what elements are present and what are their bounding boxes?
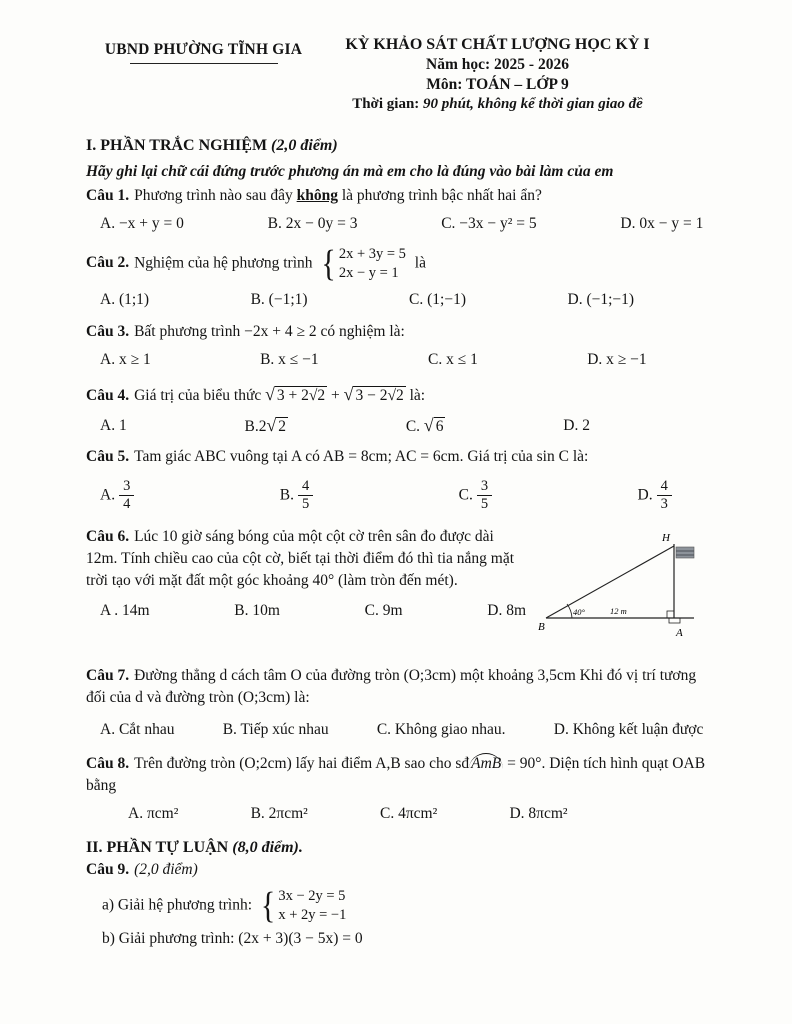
q9-part-b xyxy=(86,930,716,948)
q3-option-a: A. x ≥ 1 xyxy=(100,350,151,368)
sqrt-sign-glyph: √ xyxy=(265,383,275,404)
q8-label: Câu 8. xyxy=(86,754,130,772)
q1-text-emph: không xyxy=(296,187,338,204)
question-3 xyxy=(86,321,716,343)
q6-label: Câu 6. xyxy=(86,527,130,545)
q4-option-c-radical xyxy=(424,415,446,436)
q8-options xyxy=(114,805,568,823)
q7-option-d: D. Không kết luận được xyxy=(553,720,704,738)
left-brace-glyph: { xyxy=(321,242,336,284)
q4-options xyxy=(86,415,590,436)
q9-equation-2: x + 2y = −1 xyxy=(278,906,347,923)
q5-option-a xyxy=(100,478,134,514)
q5-option-d xyxy=(638,478,672,514)
section1-points: (2,0 điểm) xyxy=(271,137,338,154)
q5-options xyxy=(86,478,672,514)
q8-text-post: = 90°. Diện tích hình quạt OAB bằng xyxy=(86,754,706,794)
q8-option-c: C. 4πcm² xyxy=(380,804,438,822)
fraction-denominator: 5 xyxy=(477,495,492,513)
q4-radicand-2: 3 − 2√2 xyxy=(355,386,404,404)
q7-option-c: C. Không giao nhau. xyxy=(376,720,506,738)
section2-title-text: II. PHẦN TỰ LUẬN xyxy=(86,838,229,856)
q5-option-c-letter: C. xyxy=(458,486,473,504)
q9-equation-1: 3x − 2y = 5 xyxy=(278,887,346,904)
q9-part-a-label: a) Giải hệ phương trình: xyxy=(102,896,253,914)
q2-text-pre: Nghiệm của hệ phương trình xyxy=(134,254,313,272)
sqrt-sign-glyph: √ xyxy=(423,415,434,435)
fig-label-base: 12 m xyxy=(610,605,627,616)
q5-option-c xyxy=(459,478,492,514)
section2-points: (8,0 điểm). xyxy=(232,838,303,856)
q3-text: Bất phương trình −2x + 4 ≥ 2 có nghiệm là: xyxy=(134,322,405,340)
q9-points: (2,0 điểm) xyxy=(134,860,198,878)
q7-text: Đường thẳng d cách tâm O của đường tròn (O;3cm) một khoảng 3,5cm Khi đó vị trí tương đối của d và đường tròn (O;3cm) là: xyxy=(86,666,697,706)
org-name: UBND PHƯỜNG TĨNH GIA xyxy=(104,41,303,58)
fig-label-angle: 40° xyxy=(573,606,585,617)
q4-option-c-radicand: 6 xyxy=(435,418,444,435)
question-9 xyxy=(86,859,716,881)
section1-title-text: I. PHẦN TRẮC NGHIỆM xyxy=(86,137,268,154)
q4-option-b xyxy=(245,415,289,436)
q4-radical-1 xyxy=(265,382,327,407)
sqrt-sign-glyph: √ xyxy=(343,383,354,404)
fig-label-B: B xyxy=(538,620,545,633)
exam-title: KỲ KHẢO SÁT CHẤT LƯỢNG HỌC KỲ I xyxy=(345,36,650,53)
q2-option-d: D. (−1;−1) xyxy=(567,290,635,308)
doc-header xyxy=(86,36,716,113)
q5-option-d-letter: D. xyxy=(637,486,653,504)
question-6 xyxy=(86,526,716,647)
sqrt-sign-glyph: √ xyxy=(266,415,277,435)
question-7 xyxy=(86,665,716,709)
q4-plus-sign: + xyxy=(331,386,340,404)
q9-part-a xyxy=(86,884,716,926)
exam-time xyxy=(321,96,674,113)
q6-option-d: D. 8m xyxy=(487,601,526,619)
question-2 xyxy=(86,242,716,284)
exam-time-label: Thời gian: xyxy=(352,96,420,112)
q9-part-b-equation: (2x + 3)(3 − 5x) = 0 xyxy=(238,930,363,948)
q5-option-d-fraction xyxy=(657,478,672,514)
exam-meta xyxy=(321,36,716,113)
q2-option-b: B. (−1;1) xyxy=(250,290,308,308)
q8-option-b: B. 2πcm² xyxy=(250,804,308,822)
q8-option-a: A. πcm² xyxy=(128,804,179,822)
q2-option-c: C. (1;−1) xyxy=(409,290,467,308)
q3-options xyxy=(86,351,647,369)
q4-text-pre: Giá trị của biểu thức xyxy=(134,386,262,404)
q4-radicand-1: 3 + 2√2 xyxy=(276,386,326,404)
q6-text-column xyxy=(86,526,538,647)
q3-option-c: C. x ≤ 1 xyxy=(428,350,478,368)
q5-option-b xyxy=(280,478,313,514)
q4-text-post: là: xyxy=(409,386,426,404)
fraction-denominator: 5 xyxy=(298,495,313,513)
q4-option-b-coef: 2 xyxy=(258,418,267,435)
fraction-numerator: 3 xyxy=(123,478,131,494)
org-block xyxy=(86,36,321,113)
q9-part-b-label: b) Giải phương trình: xyxy=(102,930,235,948)
q2-equation-1: 2x + 3y = 5 xyxy=(338,246,406,262)
q5-label: Câu 5. xyxy=(86,448,130,465)
q1-option-a: A. −x + y = 0 xyxy=(100,215,184,232)
q9-equations xyxy=(275,887,346,925)
q5-option-a-fraction xyxy=(119,478,134,514)
q4-label: Câu 4. xyxy=(86,386,130,404)
question-5 xyxy=(86,446,716,468)
q4-radical-2 xyxy=(344,382,406,407)
section1-title xyxy=(86,137,716,155)
q9-system xyxy=(260,884,347,926)
q1-text-post: là phương trình bậc nhất hai ẩn? xyxy=(341,187,542,204)
section1-instruction: Hãy ghi lại chữ cái đứng trước phương án mà em cho là đúng vào bài làm của em xyxy=(86,163,614,180)
q1-label: Câu 1. xyxy=(86,187,130,204)
q4-option-c-letter: C. xyxy=(405,418,421,435)
fraction-numerator: 3 xyxy=(480,478,489,494)
q4-option-b-radicand: 2 xyxy=(278,418,287,435)
q2-label: Câu 2. xyxy=(86,254,130,272)
q3-option-b: B. x ≤ −1 xyxy=(260,350,319,368)
fraction-denominator: 4 xyxy=(119,495,134,513)
q6-statement xyxy=(86,526,526,592)
q5-option-c-fraction xyxy=(477,478,492,514)
q4-option-b-radical xyxy=(266,415,288,436)
q4-option-a: A. 1 xyxy=(100,416,127,434)
q5-option-a-letter: A. xyxy=(100,486,116,504)
q6-text: Lúc 10 giờ sáng bóng của một cột cờ trên sân đo được dài 12m. Tính chiều cao của cột cờ, biết tại thời điểm đó thì tia nắng mặt trời tạo với mặt đất một góc khoảng 40° (làm tròn đến mét). xyxy=(86,527,515,589)
q2-option-a: A. (1;1) xyxy=(100,290,150,308)
q7-option-b: B. Tiếp xúc nhau xyxy=(222,720,329,738)
q8-option-d: D. 8πcm² xyxy=(509,804,568,822)
exam-time-detail: 90 phút, không kể thời gian giao đề xyxy=(423,96,643,112)
q1-text-pre: Phương trình nào sau đây xyxy=(134,187,293,204)
question-1 xyxy=(86,185,716,207)
q6-option-a: A . 14m xyxy=(100,601,150,619)
q6-option-c: C. 9m xyxy=(364,601,403,619)
fig-label-H: H xyxy=(662,531,670,544)
q7-label: Câu 7. xyxy=(86,666,130,684)
fraction-numerator: 4 xyxy=(660,478,668,494)
section2-title xyxy=(86,839,716,857)
question-4 xyxy=(86,382,716,407)
q1-option-d: D. 0x − y = 1 xyxy=(620,215,704,232)
org-underline xyxy=(130,63,278,64)
q2-equations xyxy=(336,245,406,283)
q1-options xyxy=(86,215,703,233)
q3-label: Câu 3. xyxy=(86,322,130,340)
fraction-denominator: 3 xyxy=(657,495,672,513)
q9-label: Câu 9. xyxy=(86,860,130,878)
q8-text-pre: Trên đường tròn (O;2cm) lấy hai điểm A,B sao cho sđ xyxy=(134,754,470,772)
q2-equation-2: 2x − y = 1 xyxy=(338,264,399,281)
q5-option-b-fraction xyxy=(298,478,313,514)
q4-option-d: D. 2 xyxy=(563,416,590,434)
q5-option-b-letter: B. xyxy=(279,486,294,504)
q3-option-d: D. x ≥ −1 xyxy=(587,350,647,368)
q7-option-a: A. Cắt nhau xyxy=(100,720,175,738)
question-8 xyxy=(86,753,716,797)
exam-subject: Môn: TOÁN – LỚP 9 xyxy=(426,76,569,93)
exam-year: Năm học: 2025 - 2026 xyxy=(426,56,569,73)
q6-option-b: B. 10m xyxy=(234,601,280,619)
q8-arc-notation: AmB xyxy=(471,754,502,772)
q4-option-b-letter: B. xyxy=(244,418,259,435)
q1-option-c: C. −3x − y² = 5 xyxy=(441,215,537,232)
q2-text-post: là xyxy=(414,254,426,272)
left-brace-glyph: { xyxy=(260,884,276,926)
fig-label-A: A xyxy=(676,626,683,639)
fraction-numerator: 4 xyxy=(301,478,310,494)
flagpole-triangle-figure xyxy=(538,530,708,642)
q6-figure xyxy=(538,526,716,647)
q2-system xyxy=(321,242,406,284)
q5-text: Tam giác ABC vuông tại A có AB = 8cm; AC = 6cm. Giá trị của sin C là: xyxy=(134,448,589,465)
q7-options xyxy=(86,721,703,739)
q6-options xyxy=(86,602,526,620)
q4-option-c xyxy=(406,415,446,436)
q2-options xyxy=(86,291,634,309)
q1-option-b: B. 2x − 0y = 3 xyxy=(267,215,358,232)
